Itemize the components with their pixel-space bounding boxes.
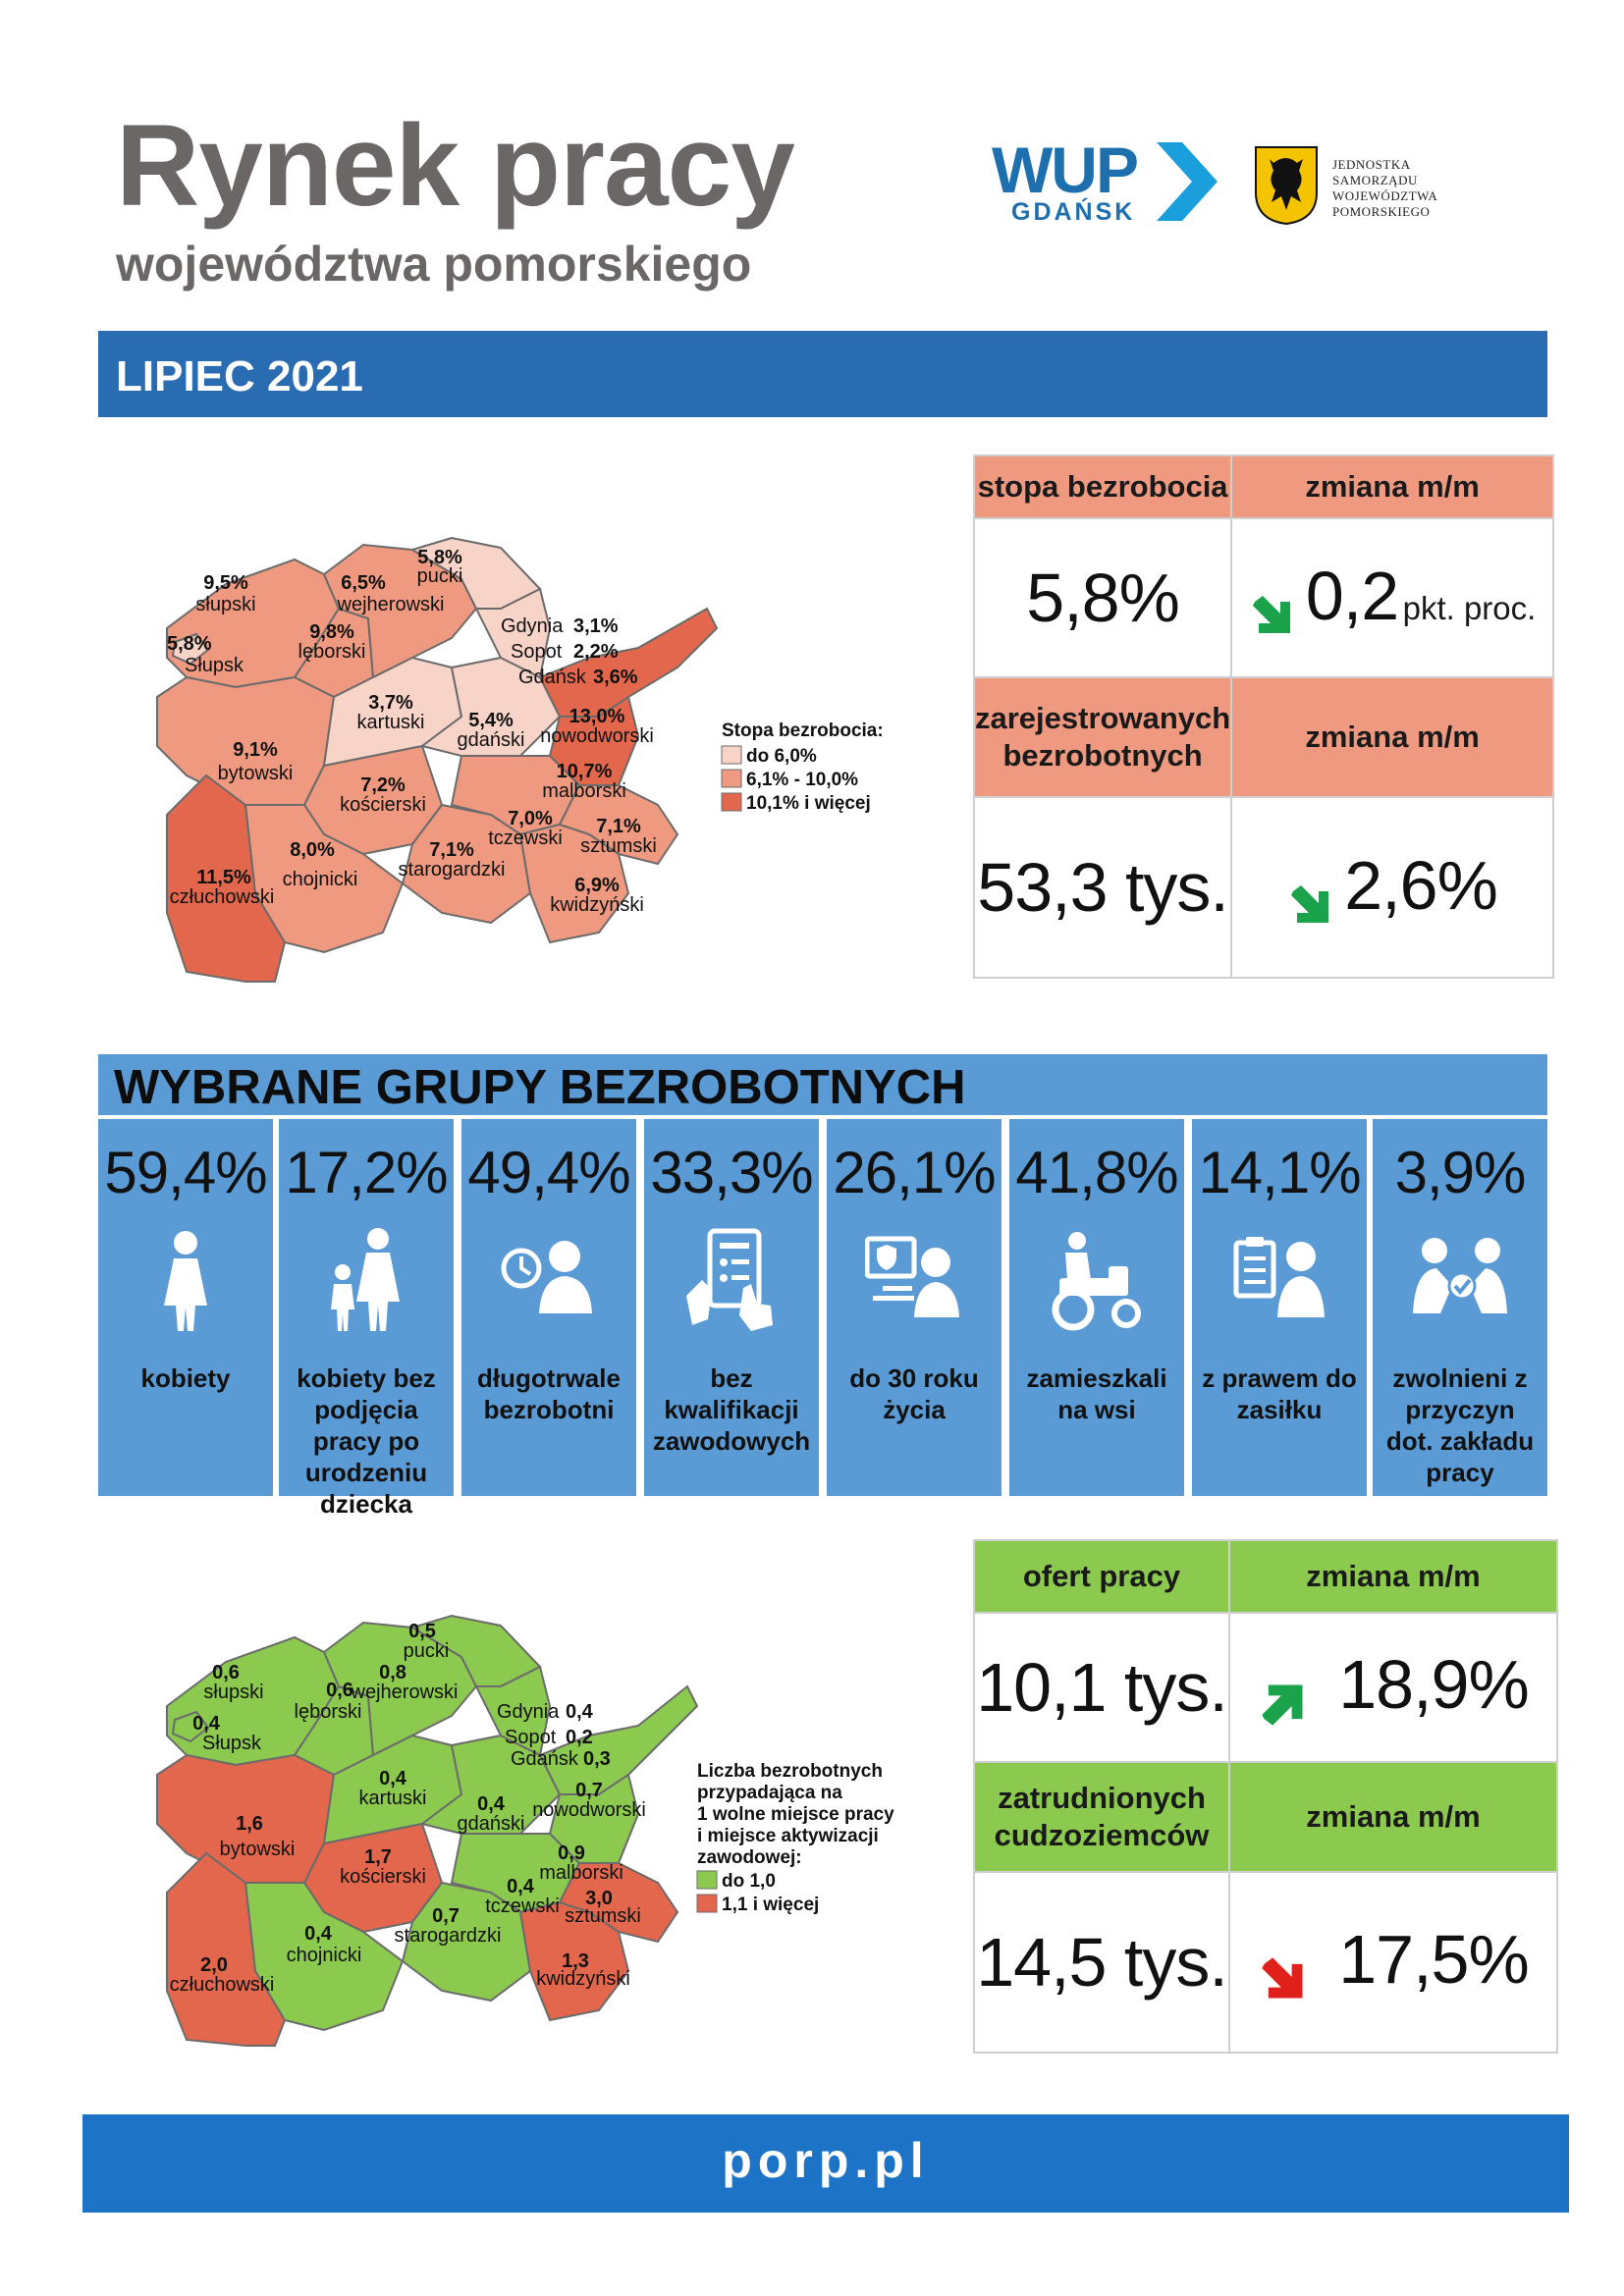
group-percent: 3,9% [1394,1140,1526,1205]
footer-url-link[interactable]: porp.pl [722,2133,930,2188]
group-percent: 59,4% [104,1140,267,1205]
offers-value: 10,1 tys. [974,1613,1229,1762]
group-percent: 26,1% [833,1140,996,1205]
map2-kartuski-value: 0,4 [379,1768,406,1789]
group-percent: 17,2% [285,1140,448,1205]
groups-title: WYBRANE GRUPY BEZROBOTNYCH [114,1061,966,1114]
map2-sopot-value: 0,2 [566,1727,593,1748]
map2-kwidzynski-value: 1,3 [562,1950,589,1972]
page-title: Rynek pracy [116,101,794,231]
foreigners-value: 14,5 tys. [974,1872,1229,2053]
footer-bar [82,2114,1569,2213]
map1-slupsk-value: 5,8% [167,633,212,655]
map1-wejherowski-name: wejherowski [337,594,445,615]
map1-kwidzynski-name: kwidzyński [550,894,644,916]
rate-header: stopa bezrobocia [974,455,1231,518]
map2-czluchowski-name: człuchowski [169,1974,275,1996]
rate-change-unit: pkt. proc. [1402,590,1537,627]
map1-gdanski-name: gdański [457,729,525,751]
group-label: kobiety bez podjęcia pracy po urodzeniu dziecka [297,1363,436,1519]
foreigners-change-header: zmiana m/m [1229,1762,1557,1872]
jst-line: WOJEWÓDZTWA [1332,188,1438,203]
foreigners-change-cell [1229,1872,1557,2053]
map2-slupski-value: 0,6 [212,1662,240,1683]
arrow-down-green-icon [1249,592,1296,639]
group-percent: 33,3% [650,1140,813,1205]
map2-leborski-name: lęborski [294,1701,362,1723]
group-label: bez kwalifikacji zawodowych [652,1363,811,1456]
map1-legend-swatch-low [722,746,741,764]
map2-legend-line: i miejsce aktywizacji [697,1826,879,1846]
map1-legend-mid: 6,1% - 10,0% [746,770,859,790]
group-label: kobiety [140,1363,231,1393]
map2-czluchowski-value: 2,0 [200,1954,228,1976]
unemployment-table [973,454,1554,979]
map2-gdanski-value: 0,4 [477,1793,505,1815]
wup-logo [992,133,1219,232]
map1-legend-high: 10,1% i więcej [746,793,871,814]
group-card [461,1119,636,1496]
map1-slupski-value: 9,5% [203,572,248,594]
registered-change-value: 2,6% [1344,847,1497,925]
clock-person-icon [500,1227,598,1335]
map2-malborski-name: malborski [539,1862,623,1884]
tractor-icon [1048,1227,1146,1335]
map2-slupsk-value: 0,4 [192,1713,220,1735]
map2-tczewski-name: tczewski [485,1896,560,1917]
jst-line: JEDNOSTKA [1332,157,1411,172]
map2-legend-line: przypadająca na [697,1783,842,1803]
registered-value: 53,3 tys. [974,797,1231,978]
map2-legend-line: 1 wolne miejsce pracy [697,1804,894,1825]
group-label: zamieszkali na wsi [1026,1363,1167,1424]
map1-leborski-value: 9,8% [309,621,354,643]
group-percent: 49,4% [467,1140,630,1205]
map1-sopot-name: Sopot [511,641,563,663]
map2-kwidzynski-name: kwidzyński [536,1968,630,1990]
district-nowodworski [540,1686,697,1794]
map2-nowodworski-name: nowodworski [532,1799,646,1821]
map1-kartuski-value: 3,7% [368,692,413,714]
map2-gdansk-name: Gdańsk [511,1748,578,1770]
map1-gdynia-name: Gdynia [501,615,564,637]
map1-legend-swatch-mid [722,770,741,787]
map1-legend-title: Stopa bezrobocia: [722,721,884,741]
foreigners-header-line: cudzoziemców [994,1818,1210,1852]
offers-change-header: zmiana m/m [1229,1540,1557,1613]
map2-sopot-name: Sopot [505,1727,557,1748]
rate-change-header: zmiana m/m [1231,455,1553,518]
map1-starogardzki-value: 7,1% [429,839,474,861]
group-card [279,1119,454,1519]
offers-change-value: 18,9% [1338,1646,1529,1724]
map1-sztumski-value: 7,1% [596,816,641,837]
map2-gdynia-name: Gdynia [497,1701,560,1723]
map1-gdynia-value: 3,1% [573,615,619,637]
young-person-computer-icon [865,1227,963,1335]
map1-chojnicki-value: 8,0% [290,839,335,861]
handshake-people-icon [1411,1227,1509,1335]
groups-header [98,1054,1547,1115]
map2-legend-line: zawodowej: [697,1847,802,1868]
map1-wejherowski-value: 6,5% [341,572,386,594]
group-label: długotrwale bezrobotni [477,1363,621,1424]
group-card [1009,1119,1184,1496]
map2-pucki-value: 0,5 [408,1621,436,1642]
wup-logo-name: WUP [992,133,1137,206]
map1-chojnicki-name: chojnicki [282,869,358,890]
registered-header [974,677,1231,797]
month-label: LIPIEC 2021 [116,352,363,400]
map2-slupski-name: słupski [203,1682,264,1703]
map2-chojnicki-value: 0,4 [304,1923,332,1945]
map2-koscierski-value: 1,7 [364,1846,392,1868]
map2-slupsk-name: Słupsk [201,1733,262,1754]
registered-header-line: zarejestrowanych [975,701,1231,735]
map2-gdansk-value: 0,3 [583,1748,611,1770]
map2-nowodworski-value: 0,7 [575,1780,603,1801]
map1-nowodworski-name: nowodworski [540,725,654,747]
wup-logo-city: GDAŃSK [1011,198,1136,226]
map1-kartuski-name: kartuski [356,712,425,733]
map2-malborski-value: 0,9 [558,1842,585,1864]
offers-table [973,1539,1558,2054]
registered-change-cell [1231,797,1553,978]
map2-sztumski-name: sztumski [565,1905,641,1927]
group-percent: 41,8% [1015,1140,1178,1205]
map1-tczewski-name: tczewski [488,828,563,849]
map1-bytowski-value: 9,1% [233,739,278,761]
map1-bytowski-name: bytowski [217,763,294,784]
offers-header: ofert pracy [974,1540,1229,1613]
map1-gdansk-name: Gdańsk [518,667,586,688]
map2-leborski-value: 0,6 [326,1680,353,1701]
map1-starogardzki-name: starogardzki [398,859,506,881]
arrow-down-green-icon [1287,881,1334,929]
map1-legend-swatch-high [722,793,741,811]
map2-starogardzki-value: 0,7 [432,1905,460,1927]
group-card [1192,1119,1367,1496]
jst-line: SAMORZĄDU [1332,173,1418,187]
rate-change-value: 0,2 [1305,558,1399,635]
foreigners-header [974,1762,1229,1872]
jst-logo-text [1332,157,1437,220]
arrow-up-green-icon [1258,1679,1309,1730]
group-card [98,1119,273,1496]
map1-pucki-value: 5,8% [417,547,462,568]
map1-koscierski-value: 7,2% [360,774,406,796]
map2-legend-high: 1,1 i więcej [722,1895,820,1915]
foreigners-change-value: 17,5% [1338,1921,1529,1999]
map2-wejherowski-name: wejherowski [351,1682,459,1703]
clipboard-person-icon [1230,1227,1328,1335]
map2-chojnicki-name: chojnicki [286,1945,362,1966]
group-card [1373,1119,1547,1496]
map1-czluchowski-value: 11,5% [196,867,251,888]
group-label: z prawem do zasiłku [1202,1363,1357,1424]
unemployment-rate-map [128,520,933,991]
map2-legend-swatch-low [697,1871,717,1889]
map2-gdynia-value: 0,4 [566,1701,593,1723]
map2-koscierski-name: kościerski [340,1866,426,1888]
woman-icon [136,1227,235,1335]
map1-malborski-value: 10,7% [556,761,613,782]
map2-legend-low: do 1,0 [722,1871,776,1892]
map2-wejherowski-value: 0,8 [379,1662,406,1683]
map1-leborski-name: lęborski [298,641,366,663]
rate-change-cell [1231,518,1553,677]
map1-tczewski-value: 7,0% [508,808,553,829]
map1-koscierski-name: kościerski [340,794,426,816]
map2-bytowski-name: bytowski [219,1839,296,1860]
map1-malborski-name: malborski [542,780,626,802]
map2-sztumski-value: 3,0 [585,1888,613,1909]
registered-header-line: bezrobotnych [1002,738,1203,773]
map1-slupsk-name: Słupsk [185,655,244,676]
page-subtitle: województwa pomorskiego [116,237,752,292]
map2-tczewski-value: 0,4 [507,1876,534,1897]
rate-value: 5,8% [974,518,1231,677]
map1-pucki-name: pucki [416,565,463,587]
map2-gdanski-name: gdański [457,1813,525,1835]
map1-legend-low: do 6,0% [746,746,817,767]
month-banner [98,331,1547,417]
group-card [644,1119,819,1496]
map1-kwidzynski-value: 6,9% [574,875,620,896]
map2-bytowski-value: 1,6 [236,1813,263,1835]
map1-slupski-name: słupski [195,594,256,615]
offers-change-cell [1229,1613,1557,1762]
map2-legend-line: Liczba bezrobotnych [697,1761,883,1782]
map1-czluchowski-name: człuchowski [169,886,275,908]
map1-nowodworski-value: 13,0% [568,706,625,727]
map2-starogardzki-name: starogardzki [394,1925,502,1947]
registered-change-header: zmiana m/m [1231,677,1553,797]
unemployed-per-offer-map [128,1598,913,2050]
map2-legend-swatch-high [697,1895,717,1912]
map1-gdansk-value: 3,6% [593,667,638,688]
mother-child-icon [317,1227,415,1335]
wup-chevron-icon [1157,142,1218,221]
group-label: zwolnieni z przyczyn dot. zakładu pracy [1385,1363,1535,1487]
map1-gdanski-value: 5,4% [468,710,514,731]
group-card [827,1119,1001,1496]
jst-line: POMORSKIEGO [1332,204,1431,219]
map1-sopot-value: 2,2% [573,641,619,663]
tablet-hand-icon [682,1227,781,1335]
foreigners-header-line: zatrudnionych [998,1781,1206,1815]
pomorskie-crest-icon [1254,145,1319,226]
group-label: do 30 roku życia [849,1363,979,1424]
map2-kartuski-name: kartuski [358,1788,427,1809]
map1-sztumski-name: sztumski [580,835,657,857]
map2-pucki-name: pucki [403,1640,450,1662]
arrow-down-red-icon [1258,1953,1309,2004]
group-percent: 14,1% [1198,1140,1361,1205]
